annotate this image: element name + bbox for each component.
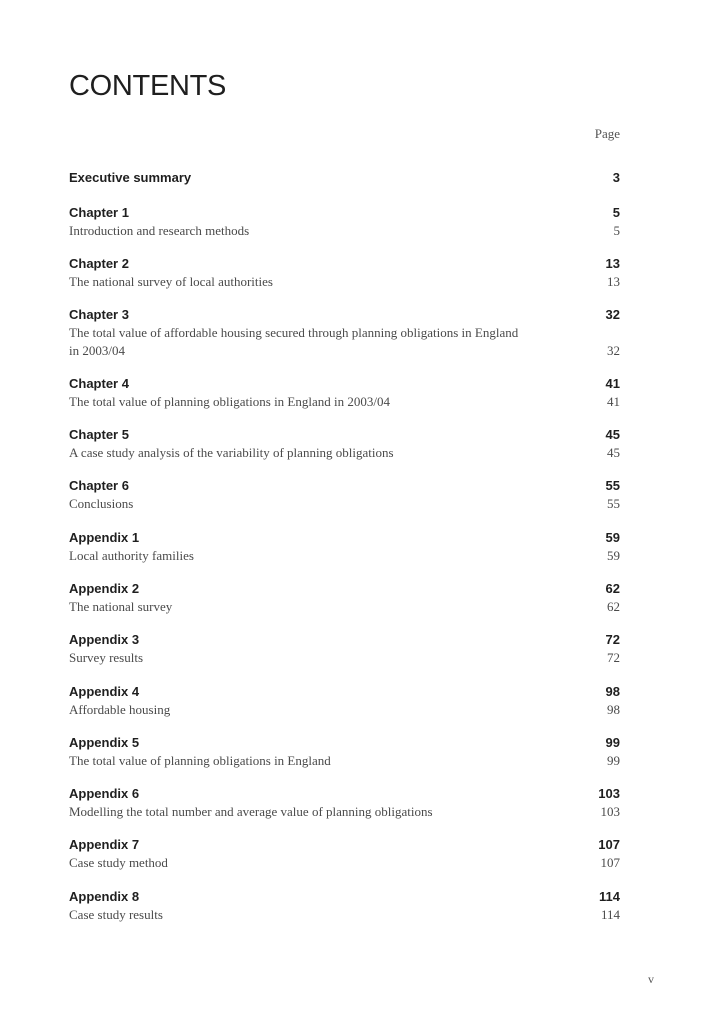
toc-entry-chapter-5[interactable] [69,427,620,462]
toc-entry-label: Appendix 6 [69,786,140,801]
toc-entry-chapter-2[interactable] [69,256,620,291]
toc-entry-description: The total value of affordable housing secured through planning obligations in England in 2003/04 [69,325,519,358]
toc-entry-label: Chapter 1 [69,205,129,220]
toc-entry-description-page: 5 [613,223,620,238]
toc-entry-description-page: 103 [600,804,620,819]
toc-entry-description: Survey results [69,650,144,665]
toc-entry-page: 62 [605,581,620,596]
toc-entry-description: Case study results [69,907,163,922]
toc-entry-label: Appendix 4 [69,684,140,699]
toc-entry-description-page: 114 [600,907,620,922]
toc-entry-appendix-8[interactable] [69,889,620,924]
toc-entry-label: Chapter 4 [69,376,129,391]
toc-entry-description-page: 98 [607,702,620,717]
toc-entry-description: Local authority families [69,548,194,563]
toc-entry-page: 98 [605,684,620,699]
toc-entry-description-page: 107 [600,855,620,870]
toc-entry-description-page: 62 [607,599,620,614]
toc-entry-description: A case study analysis of the variability of planning obligations [69,445,394,460]
toc-entry-description: Modelling the total number and average value of planning obligations [69,804,433,819]
toc-entry-executive-summary[interactable] [69,170,620,186]
toc-entry-description: The total value of planning obligations in England in 2003/04 [69,394,390,409]
toc-entry-description: The national survey of local authorities [69,274,273,289]
toc-entry-appendix-6[interactable] [69,786,620,821]
toc-entry-appendix-7[interactable] [69,837,620,872]
toc-entry-appendix-4[interactable] [69,684,620,719]
toc-entry-appendix-5[interactable] [69,735,620,770]
toc-entry-description-page: 59 [607,548,620,563]
toc-entry-page: 32 [605,307,620,322]
toc-entry-page: 107 [598,837,620,852]
toc-entry-chapter-4[interactable] [69,376,620,411]
toc-entry-appendix-3[interactable] [69,632,620,667]
toc-entry-appendix-2[interactable] [69,581,620,616]
toc-entry-page: 5 [612,205,620,220]
toc-entry-page: 103 [598,786,620,801]
toc-entry-label: Chapter 5 [69,427,129,442]
toc-entry-page: 13 [605,256,620,271]
toc-entry-page: 3 [612,170,620,185]
toc-entry-label: Chapter 6 [69,478,129,493]
toc-entry-label: Appendix 1 [69,530,140,545]
toc-entry-description: Case study method [69,855,168,870]
toc-entry-label: Chapter 2 [69,256,129,271]
toc-entry-label: Chapter 3 [69,307,129,322]
toc-entry-description: The total value of planning obligations in England [69,753,331,768]
toc-entry-page: 99 [605,735,620,750]
toc-entry-description-page: 13 [607,274,620,289]
toc-entry-label: Executive summary [69,170,192,185]
toc-entry-page: 72 [605,632,620,647]
toc-entry-description-page: 41 [607,394,620,409]
toc-entry-page: 45 [605,427,620,442]
toc-entry-label: Appendix 5 [69,735,140,750]
toc-entry-label: Appendix 2 [69,581,140,596]
toc-entry-page: 55 [605,478,620,493]
toc-entry-page: 59 [605,530,620,545]
toc-entry-label: Appendix 3 [69,632,140,647]
toc-entry-description: Conclusions [69,496,134,511]
toc-entry-description-page: 99 [607,753,620,768]
toc-entry-description: Introduction and research methods [69,223,250,238]
toc-entry-chapter-1[interactable] [69,205,620,240]
page-column-label: Page [594,126,620,141]
toc-entry-page: 114 [599,889,620,904]
page-number: v [648,972,654,986]
toc-entry-description-page: 72 [607,650,620,665]
page-title: CONTENTS [69,70,227,102]
toc-entry-chapter-3[interactable] [69,307,620,360]
toc-entry-appendix-1[interactable] [69,530,620,565]
toc-entry-chapter-6[interactable] [69,478,620,513]
toc-entry-page: 41 [605,376,620,391]
toc-entry-label: Appendix 7 [69,837,140,852]
toc-entry-description-page: 45 [607,445,620,460]
toc-entry-description: Affordable housing [69,702,171,717]
toc-entry-description-page: 55 [607,496,620,511]
toc-entry-description: The national survey [69,599,173,614]
toc-entry-label: Appendix 8 [69,889,140,904]
toc-entry-description-page: 32 [607,343,620,358]
